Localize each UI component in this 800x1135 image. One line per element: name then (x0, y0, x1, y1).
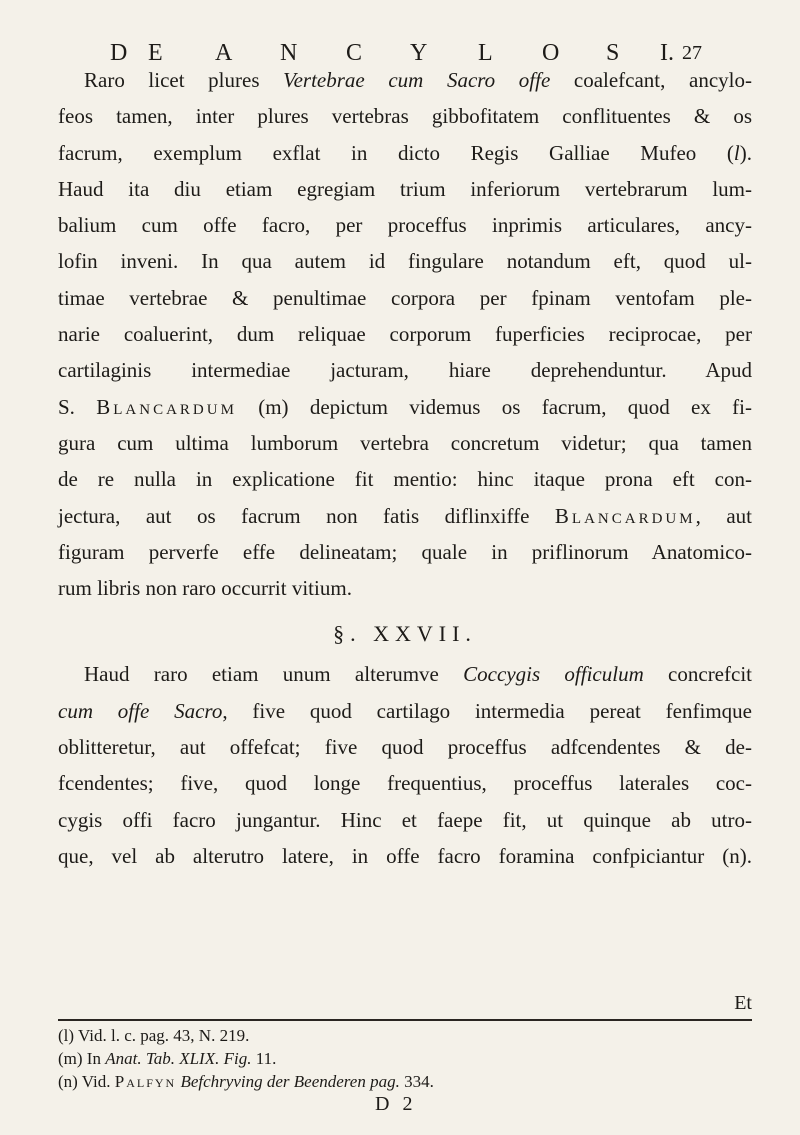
text-line: oblitteretur, aut offefcat; five quod proceffus adfcendentes & de- (58, 735, 752, 760)
header-letter: I. (660, 40, 674, 66)
text-line: cygis offi facro jungantur. Hinc et faepe fit, ut quinque ab utro- (58, 807, 752, 832)
catchword: Et (734, 992, 752, 1014)
text-line: rum libris non raro occurrit vitium. (58, 576, 352, 601)
text-line: que, vel ab alterutro latere, in offe facro foramina confpiciantur (n). (58, 843, 752, 868)
text-line: gura cum ultima lumborum vertebra concretum videtur; qua tamen (58, 430, 752, 455)
footnote-m: (m) In Anat. Tab. XLIX. Fig. 11. (58, 1049, 277, 1068)
header-letter: L (478, 40, 493, 66)
text-line: cum offe Sacro, five quod cartilago intermedia pereat fenfimque (58, 698, 752, 723)
footnote-divider (58, 1019, 752, 1021)
header-letter: E (148, 40, 163, 66)
text-line: Haud ita diu etiam egregiam trium inferiorum vertebrarum lum- (58, 176, 752, 201)
text-line: narie coaluerint, dum reliquae corporum fuperficies reciprocae, per (58, 322, 752, 347)
text-line: S. Blancardum (m) depictum videmus os facrum, quod ex fi- (58, 394, 752, 419)
header-letter: Y (410, 40, 428, 66)
footnote-l: (l) Vid. l. c. pag. 43, N. 219. (58, 1026, 250, 1045)
text-line: Raro licet plures Vertebrae cum Sacro offe coalefcant, ancylo- (84, 68, 752, 92)
header-letter: D (110, 40, 128, 66)
text-line: feos tamen, inter plures vertebras gibbofitatem conflituentes & os (58, 104, 752, 129)
footnote-n: (n) Vid. Palfyn Befchryving der Beenderen pag. 334. (58, 1072, 434, 1091)
signature-mark: D 2 (375, 1093, 417, 1115)
text-line: jectura, aut os facrum non fatis diflinxiffe Blancardum, aut (58, 503, 752, 528)
text-line: cartilaginis intermediae jacturam, hiare deprehenduntur. Apud (58, 358, 752, 383)
text-line: facrum, exemplum exflat in dicto Regis Galliae Mufeo (l). (58, 140, 752, 165)
header-letter: O (542, 40, 560, 66)
text-line: timae vertebrae & penultimae corpora per fpinam ventofam ple- (58, 285, 752, 310)
header-letter: S (606, 40, 620, 66)
text-line: fcendentes; five, quod longe frequentius, proceffus laterales coc- (58, 771, 752, 796)
header-letter: C (346, 40, 363, 66)
page-number: 27 (682, 42, 702, 64)
header-letter: N (280, 40, 298, 66)
main-text (58, 62, 752, 874)
text-line: figuram perverfe effe delineatam; quale in priflinorum Anatomico- (58, 539, 752, 564)
section-heading: §. XXVII. (333, 621, 477, 647)
header-letter: A (215, 40, 233, 66)
text-line: Haud raro etiam unum alterumve Coccygis officulum concrefcit (84, 662, 752, 687)
text-line: de re nulla in explicatione fit mentio: hinc itaque prona eft con- (58, 467, 752, 492)
footnotes (58, 1024, 752, 1093)
text-line: balium cum offe facro, per proceffus inprimis articulares, ancy- (58, 213, 752, 238)
text-line: lofin inveni. In qua autem id fingulare notandum eft, quod ul- (58, 249, 752, 274)
